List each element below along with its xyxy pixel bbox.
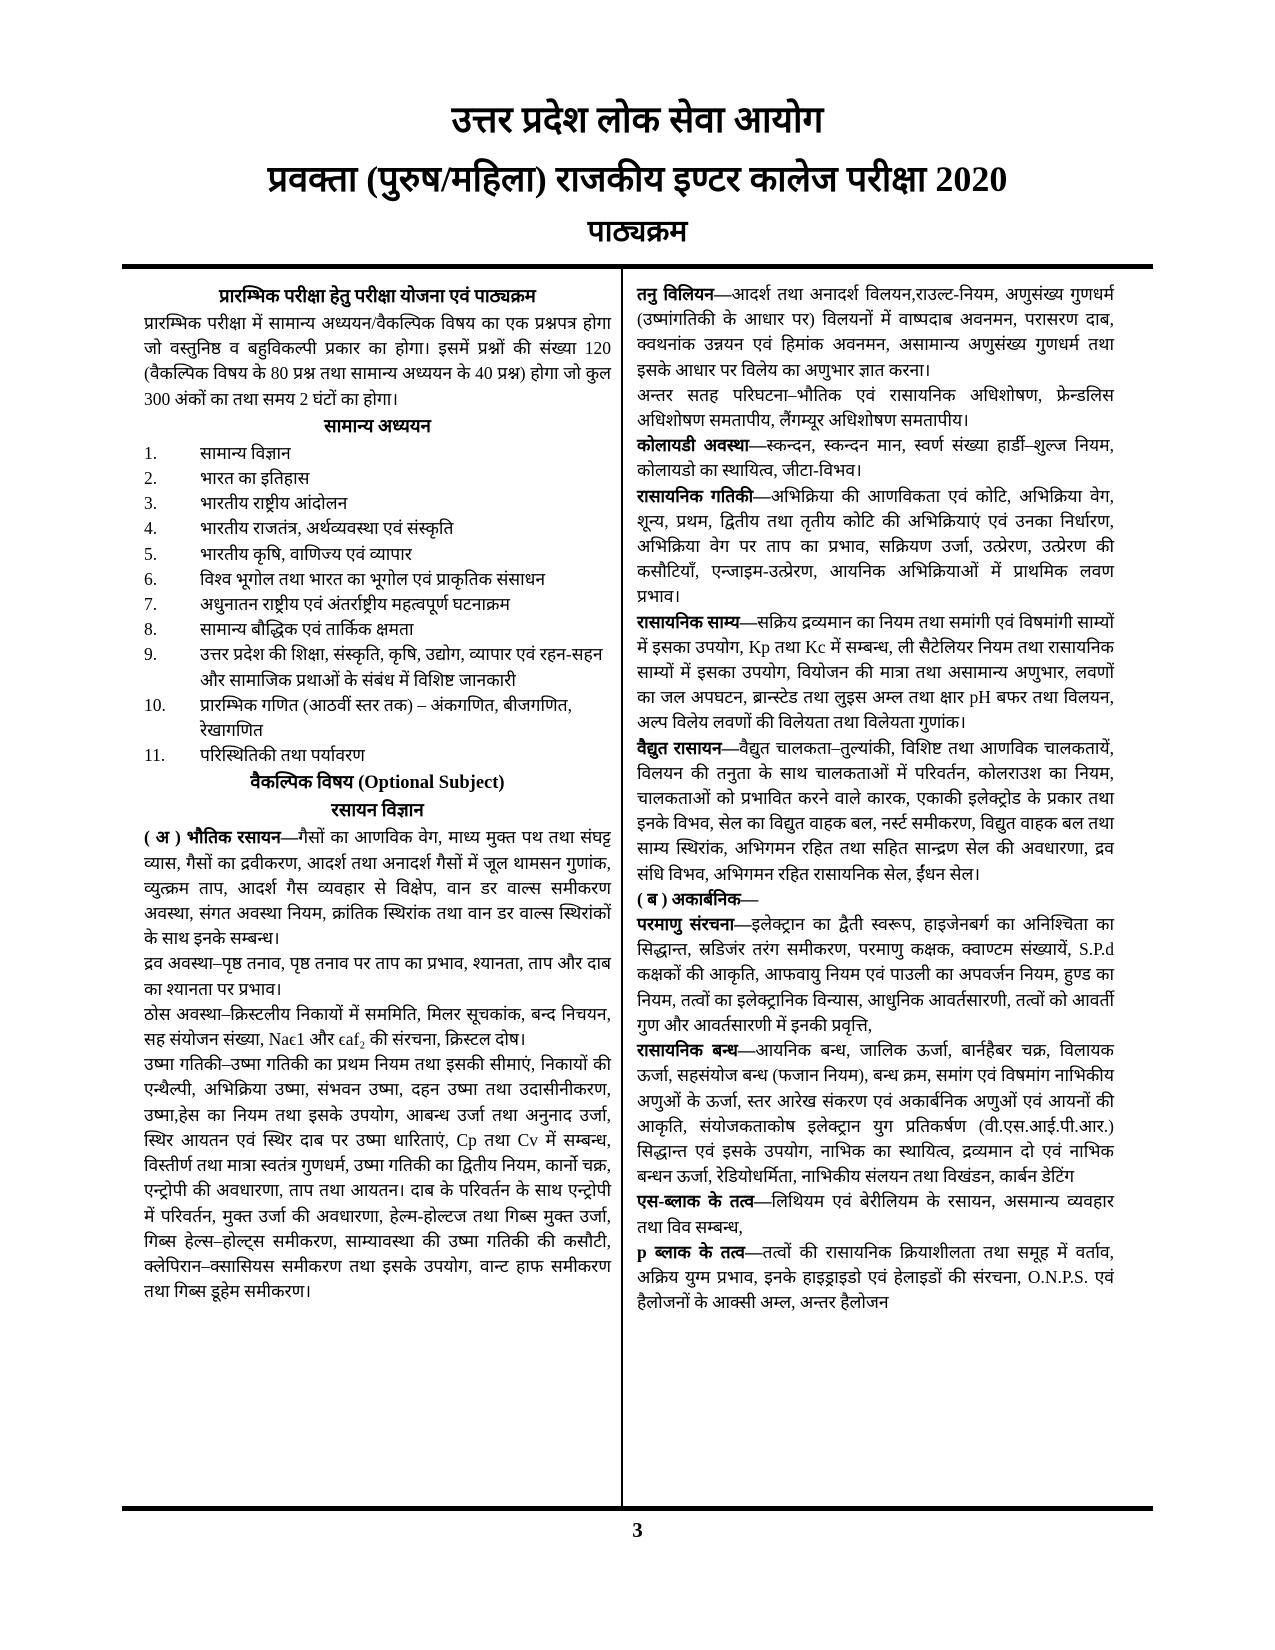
topic-paragraph xyxy=(637,282,1114,383)
topic-paragraph xyxy=(144,1002,611,1052)
list-item-text: सामान्य विज्ञान xyxy=(200,442,291,463)
list-item-text: उत्तर प्रदेश की शिक्षा, संस्कृति, कृषि, उद्योग, व्यापार एवं रहन-सहन और सामाजिक प्रथाओं के संबंध में विशिष्ट जानकारी xyxy=(200,644,603,690)
list-item xyxy=(144,592,611,617)
list-item-text: परिस्थितिकी तथा पर्यावरण xyxy=(200,745,365,766)
list-item xyxy=(144,491,611,516)
topic-body: द्रव अवस्था–पृष्ठ तनाव, पृष्ठ तनाव पर ताप का प्रभाव, श्यानता, ताप और दाब का श्यानता पर प्रभाव। xyxy=(144,953,611,999)
topic-body: इलेक्ट्रान का द्वैती स्वरूप, हाइजेनबर्ग का अनिश्चिता का सिद्धान्त, स्रडिजंर तरंग समीकरण, परमाणु कक्षक, क्वाण्टम संख्यायें, S.P.d कक्षकों की आकृति, आफवायु नियम एवं पाउली का अपवर्जन नियम, हुण्ड का नियम, तत्वों का इलेक्ट्रानिक विन्यास, आधुनिक आवर्तसारणी, तत्वों को आवर्ती गुण और आवर्तसारणी में इनकी प्रवृत्ति, xyxy=(637,914,1114,1035)
topic-body: लिथियम एवं बेरीलियम के रसायन, असमान्य व्यवहार तथा विव सम्बन्ध, xyxy=(637,1191,1114,1237)
list-item-number: 3. xyxy=(144,493,158,514)
list-item-number: 11. xyxy=(144,745,166,766)
page-number: 3 xyxy=(632,1518,643,1542)
topic-paragraph xyxy=(144,951,611,1001)
right-column xyxy=(621,269,1130,1506)
section-b-heading xyxy=(637,887,1114,912)
list-item xyxy=(144,542,611,567)
topic-lead: परमाणु संरचना— xyxy=(637,914,752,935)
list-item xyxy=(144,441,611,466)
topic-paragraph xyxy=(637,484,1114,610)
topic-body: गैसों का आणविक वेग, माध्य मुक्त पथ तथा संघट्ट व्यास, गैसों का द्रवीकरण, आदर्श तथा अनादर्श गैसों में जूल थामसन गुणांक, व्युत्क्रम ताप, आदर्श गैस व्यवहार से विक्षेप, वान डर वाल्स समीकरण अवस्था, संगत अवस्था नियम, क्रांतिक स्थिरांक तथा वान डर वाल्स स्थिरांकों के साथ इनके सम्बन्ध। xyxy=(144,827,611,949)
chemistry-heading: रसायन विज्ञान xyxy=(331,801,424,822)
topic-paragraph xyxy=(637,1240,1114,1316)
exam-title: प्रवक्ता (पुरुष/महिला) राजकीय इण्टर कालेज परीक्षा 2020 xyxy=(267,159,1008,199)
topic-body: अन्तर सतह परिघटना–भौतिक एवं रासायनिक अधिशोषण, फ्रेन्डलिस अधिशोषण समतापीय, लैंगम्यूर अधिशोषण समतापीय। xyxy=(637,384,1114,431)
optional-subject-heading: वैकल्पिक विषय (Optional Subject) xyxy=(250,773,505,794)
list-item xyxy=(144,693,611,743)
list-item-number: 7. xyxy=(144,594,158,615)
list-item xyxy=(144,567,611,592)
topic-lead: ( ब ) अकार्बनिक— xyxy=(637,888,759,909)
topic-paragraph xyxy=(637,1038,1114,1189)
list-item xyxy=(144,743,611,768)
topic-body: सक्रिय द्रव्यमान का नियम तथा समांगी एवं विषमांगी साम्यों में इसका उपयोग, Kp तथा Kc में सम्बन्ध, ली सैटेलियर नियम तथा रासायनिक साम्यों में इसका उपयोग, वियोजन की मात्रा तथा असामान्य अणुभार, लवणों का जल अपघटन, ब्रान्स्टेड तथा लुइस अम्ल तथा क्षार pH बफर तथा विलयन, अल्प विलेय लवणों की विलेयता तथा विलेयता गुणांक। xyxy=(637,611,1114,733)
list-item-number: 4. xyxy=(144,518,158,539)
list-item-number: 8. xyxy=(144,619,158,640)
list-item-number: 9. xyxy=(144,644,158,665)
topic-paragraph xyxy=(637,610,1114,736)
topic-body: उष्मा गतिकी–उष्मा गतिकी का प्रथम नियम तथा इसकी सीमाएं, निकायों की एन्थैल्पी, अभिक्रिया उष्मा, संभवन उष्मा, दहन उष्मा तथा उदासीनीकरण, उष्मा,हेस का नियम तथा इसके उपयोग, आबन्ध उर्जा तथा अनुनाद उर्जा, स्थिर आयतन एवं स्थिर दाब पर उष्मा धारिताएं, Cp तथा Cv में सम्बन्ध, विस्तीर्ण तथा मात्रा स्वतंत्र गुणधर्म, उष्मा गतिकी का द्वितीय नियम, कार्नो चक्र, एन्ट्रोपी की अवधारणा, ताप तथा आयतन। दाब के परिवर्तन के साथ एन्ट्रोपी में परिवर्तन, मुक्त उर्जा की अवधारणा, हेल्म-होल्टज तथा गिब्स मुक्त उर्जा, गिब्स हेल्स–होल्ट्स समीकरण, साम्यावस्था की उष्मा गतिकी की कसौटी, क्लेपिरान–क्सासियस समीकरण तथा इसके उपयोग, वान्ट हाफ समीकरण तथा गिब्स डूहेम समीकरण। xyxy=(144,1054,611,1302)
list-item-number: 2. xyxy=(144,468,158,489)
topic-body: स्कन्दन, स्कन्दन मान, स्वर्ण संख्या हार्डी–शुल्ज नियम, कोलायडो का स्थायित्व, जीटा-विभव। xyxy=(637,435,1115,481)
list-item xyxy=(144,516,611,541)
topic-lead: ( अ ) भौतिक रसायन— xyxy=(144,827,299,848)
list-item-text: भारत का इतिहास xyxy=(200,468,310,489)
general-studies-list xyxy=(144,441,611,769)
exam-plan-paragraph: प्रारम्भिक परीक्षा में सामान्य अध्ययन/वैकल्पिक विषय का एक प्रश्नपत्र होगा जो वस्तुनिष्ठ व बहुविकल्पी प्रकार का होगा। इसमें प्रश्नों की संख्या 120 (वैकल्पिक विषय के 80 प्रश्न तथा सामान्य अध्ययन के 40 प्रश्न) होगा जो कुल 300 अंकों का तथा समय 2 घंटों का होगा। xyxy=(144,313,611,409)
topic-paragraph xyxy=(144,1052,611,1304)
page-footer xyxy=(122,1506,1153,1543)
list-item-text: अधुनातन राष्ट्रीय एवं अंतर्राष्ट्रीय महत्वपूर्ण घटनाक्रम xyxy=(200,594,510,615)
syllabus-title: पाठ्यक्रम xyxy=(587,215,688,248)
topic-paragraph xyxy=(637,912,1114,1038)
list-item-text: प्रारम्भिक गणित (आठवीं स्तर तक) – अंकगणित, बीजगणित, रेखागणित xyxy=(200,694,572,741)
general-studies-heading: सामान्य अध्ययन xyxy=(324,416,431,437)
topic-paragraph xyxy=(144,825,611,951)
topic-paragraph xyxy=(637,736,1114,887)
topic-paragraph xyxy=(637,1189,1114,1239)
topic-lead: तनु विलियन— xyxy=(637,284,732,304)
list-item xyxy=(144,466,611,491)
list-item-number: 1. xyxy=(144,442,158,463)
list-item-text: भारतीय राजतंत्र, अर्थव्यवस्था एवं संस्कृति xyxy=(200,518,454,539)
topic-lead: रासायनिक बन्ध— xyxy=(637,1040,756,1061)
list-item-text: सामान्य बौद्धिक एवं तार्किक क्षमता xyxy=(200,619,414,640)
list-item-text: विश्व भूगोल तथा भारत का भूगोल एवं प्राकृतिक संसाधन xyxy=(200,568,546,589)
topic-lead: रासायनिक गतिकी— xyxy=(637,485,771,506)
topic-paragraph xyxy=(637,433,1114,483)
topic-lead: कोलायडी अवस्था— xyxy=(637,435,767,456)
list-item-text: भारतीय राष्ट्रीय आंदोलन xyxy=(200,493,348,514)
topic-lead: रासायनिक साम्य— xyxy=(637,611,758,632)
topic-paragraph xyxy=(637,383,1114,433)
left-column xyxy=(122,269,621,1506)
org-title: उत्तर प्रदेश लोक सेवा आयोग xyxy=(451,100,824,141)
list-item-number: 5. xyxy=(144,543,158,564)
list-item xyxy=(144,617,611,642)
list-item xyxy=(144,642,611,692)
topic-body: अभिक्रिया की आणविकता एवं कोटि, अभिक्रिया वेग, शून्य, प्रथम, द्वितीय तथा तृतीय कोटि की अभिक्रियाएं एवं उनका निर्धारण, अभिक्रिया वेग पर ताप का प्रभाव, सक्रियण उर्जा, उत्प्रेरण, उत्प्रेरण की कसौटियाँ, एन्जाइम-उत्प्रेरण, आयनिक अभिक्रियाओं में प्राथमिक लवण प्रभाव। xyxy=(637,485,1114,607)
topic-body: तत्वों की रासायनिक क्रियाशीलता तथा समूह में वर्ताव, अक्रिय युग्म प्रभाव, इनके हाइड्राइडो एवं हेलाइडों की संरचना, O.N.P.S. एवं हैलोजनों के आक्सी अम्ल, अन्तर हैलोजन xyxy=(637,1241,1114,1313)
list-item-number: 6. xyxy=(144,568,158,589)
list-item-number: 10. xyxy=(144,694,166,715)
document-header xyxy=(122,0,1153,249)
footer-divider-rule xyxy=(122,1506,1153,1511)
topic-body: आदर्श तथा अनादर्श विलयन,राउल्ट-नियम, अणुसंख्य गुणधर्म (उष्मांगतिकी के आधार पर) विलयनों में वाष्पदाब अवनमन, परासरण दाब, क्वथनांक उन्नयन एवं हिमांक अवनमन, असामान्य अणुसंख्य गुणधर्म तथा इसके आधार पर विलेय का अणुभार ज्ञात करना। xyxy=(637,284,1114,380)
topic-lead: एस-ब्लाक के तत्व— xyxy=(637,1191,772,1212)
topic-body: वैद्युत चालकता–तुल्यांकी, विशिष्ट तथा आणविक चालकतायें, विलयन की तनुता के साथ चालकताओं में परिवर्तन, कोलराउश का नियम, चालकताओं को प्रभावित करने वाले कारक, एकाकी इलेक्ट्रोड के प्रकार तथा इनके विभव, सेल का विद्युत वाहक बल, नर्स्ट समीकरण, विद्युत वाहक बल तथा साम्य स्थिरांक, अभिगमन रहित तथा सहित सान्द्रण सेल की अवधारणा, द्रव संधि विभव, अभिगमन रहित रासायनिक सेल, ईंधन सेल। xyxy=(637,737,1114,884)
topic-body: ठोस अवस्था–क्रिस्टलीय निकायों में सममिति, मिलर सूचकांक, बन्द निचयन, सह संयोजन संख्या, Naϵ1 और ϵaf₂ की संरचना, क्रिस्टल दोष। xyxy=(144,1003,611,1050)
two-column-body xyxy=(122,269,1153,1506)
exam-plan-heading: प्रारम्भिक परीक्षा हेतु परीक्षा योजना एवं पाठ्यक्रम xyxy=(219,287,536,307)
topic-body: आयनिक बन्ध, जालिक ऊर्जा, बार्नहैबर चक्र, विलायक ऊर्जा, सहसंयोज बन्ध (फजान नियम), बन्ध क्रम, समांग एवं विषमांग नाभिकीय अणुओं के ऊर्जा, स्तर आरेख संकरण एवं अकार्बनिक अणुओं एवं आयनों की आकृति, संयोजकताकोष इलेक्ट्रान युग प्रतिकर्षण (वी.एस.आई.पी.आर.) सिद्धान्त एवं इसके उपयोग, नाभिक का स्थायित्व, द्रव्यमान दो एवं नाभिक बन्धन ऊर्जा, रेडियोधर्मिता, नाभिकीय संलयन तथा विखंडन, कार्बन डेटिंग xyxy=(637,1040,1114,1187)
topic-lead: वैद्युत रासायन— xyxy=(637,737,740,758)
list-item-text: भारतीय कृषि, वाणिज्य एवं व्यापार xyxy=(200,543,412,564)
topic-lead: p ब्लाक के तत्व— xyxy=(637,1241,763,1262)
